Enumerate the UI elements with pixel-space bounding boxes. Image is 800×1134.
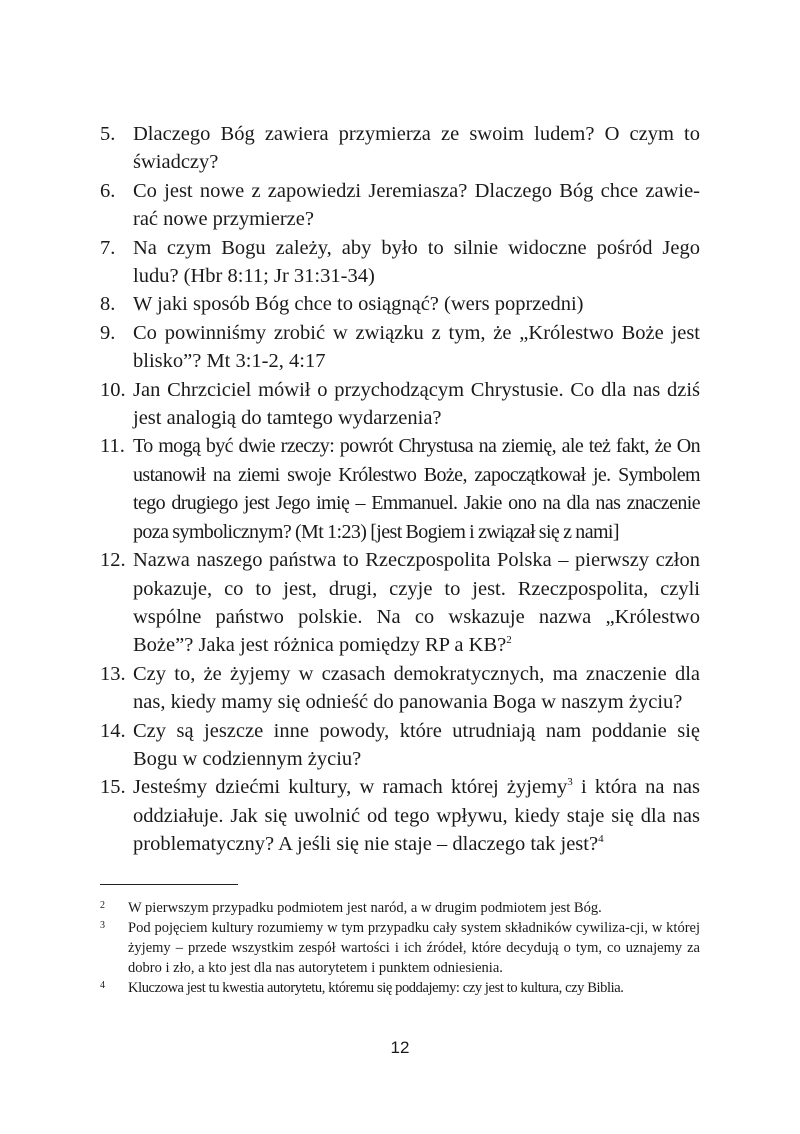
question-list — [100, 120, 700, 859]
list-item — [100, 432, 700, 546]
item-text-wrapper — [133, 773, 700, 858]
footnote-number: 3 — [100, 920, 105, 931]
item-text: Dlaczego Bóg zawiera przymierza ze swoim ludem? O czym to świadczy? — [133, 123, 700, 174]
footnote-ref[interactable]: 3 — [567, 776, 573, 789]
list-item — [100, 319, 700, 376]
item-text: Jan Chrzciciel mówił o przychodzącym Chrystusie. Co dla nas dziś jest analogią do tamtego wydarzenia? — [133, 378, 700, 430]
item-number: 14. — [100, 719, 126, 742]
item-number: 5. — [100, 123, 116, 145]
list-item — [100, 120, 700, 177]
item-text: W jaki sposób Bóg chce to osiągnąć? (wers poprzedni) — [133, 293, 584, 316]
item-text: Nazwa naszego państwa to Rzeczpospolita Polska – pierwszy człon pokazuje, co to jest, drugi, czyje to jest. Rzeczpospolita, czyli wspólne państwo polskie. Na co wskazuje nazwa „Królestwo Boże”? Jaka jest różnica pomiędzy RP a KB? — [133, 549, 700, 657]
item-number: 11. — [100, 435, 125, 458]
list-item — [100, 546, 700, 660]
footnote-text: W pierwszym przypadku podmiotem jest naród, a w drugim podmiotem jest Bóg. — [128, 900, 602, 916]
item-text: Na czym Bogu zależy, aby było to silnie widoczne pośród Jego ludu? (Hbr 8:11; Jr 31:31-34) — [133, 236, 700, 288]
list-item — [100, 290, 700, 318]
list-item — [100, 177, 700, 234]
item-text: To mogą być dwie rzeczy: powrót Chrystusa na ziemię, ale też fakt, że On ustanowił na ziemi swoje Królestwo Boże, zapoczątkował je. Symbolem tego drugiego jest Jego imię – Emmanuel. Jakie ono na dla nas znaczenie poza symbolicznym? (Mt 1:23) [jest Bogiem i związał się z nami] — [133, 435, 700, 543]
item-text-wrapper — [133, 546, 700, 660]
item-text-part: i która na nas oddziałuje. Jak się uwolnić od tego wpływu, kiedy staje się dla nas problematyczny? A jeśli się nie staje – dlaczego tak jest? — [133, 776, 700, 856]
item-text: Czy są jeszcze inne powody, które utrudniają nam poddanie się Bogu w codziennym życiu? — [133, 719, 700, 770]
item-text: Czy to, że żyjemy w czasach demokratycznych, ma znaczenie dla nas, kiedy mamy się odnieść do panowania Boga w naszym życiu? — [133, 662, 700, 714]
item-number: 8. — [100, 293, 116, 316]
item-number: 13. — [100, 662, 126, 685]
footnote-number: 4 — [100, 980, 105, 991]
item-number: 12. — [100, 549, 126, 572]
footnotes — [100, 898, 700, 998]
footnote-divider — [100, 884, 238, 885]
item-number: 15. — [100, 776, 126, 799]
footnote-number: 2 — [100, 900, 105, 911]
footnote — [100, 918, 700, 978]
item-text-part: Jesteśmy dziećmi kultury, w ramach której żyjemy — [133, 776, 568, 799]
list-item — [100, 773, 700, 858]
footnote-ref[interactable]: 2 — [506, 634, 512, 647]
footnote-text: Pod pojęciem kultury rozumiemy w tym przypadku cały system składników cywiliza-cji, w której żyjemy – przede wszystkim zespół wartości i ich źródeł, które decydują o tym, co uznajemy za dobro i zło, a kto jest dla nas autorytetem i punktem odniesienia. — [128, 920, 700, 976]
list-item — [100, 376, 700, 433]
item-number: 7. — [100, 236, 116, 259]
item-number: 9. — [100, 321, 116, 344]
footnote-ref[interactable]: 4 — [598, 833, 604, 846]
footnote — [100, 898, 700, 918]
page-number: 12 — [390, 1038, 410, 1057]
item-number: 6. — [100, 179, 116, 202]
list-item — [100, 660, 700, 717]
footnote-text: Kluczowa jest tu kwestia autorytetu, któremu się poddajemy: czy jest to kultura, czy Biblia. — [128, 980, 624, 996]
list-item — [100, 234, 700, 291]
footnote — [100, 978, 700, 998]
item-text: Co jest nowe z zapowiedzi Jeremiasza? Dlaczego Bóg chce zawie-rać nowe przymierze? — [133, 179, 700, 231]
item-text: Co powinniśmy zrobić w związku z tym, że „Królestwo Boże jest blisko”? Mt 3:1-2, 4:17 — [133, 321, 700, 373]
item-number: 10. — [100, 378, 126, 401]
list-item — [100, 717, 700, 774]
